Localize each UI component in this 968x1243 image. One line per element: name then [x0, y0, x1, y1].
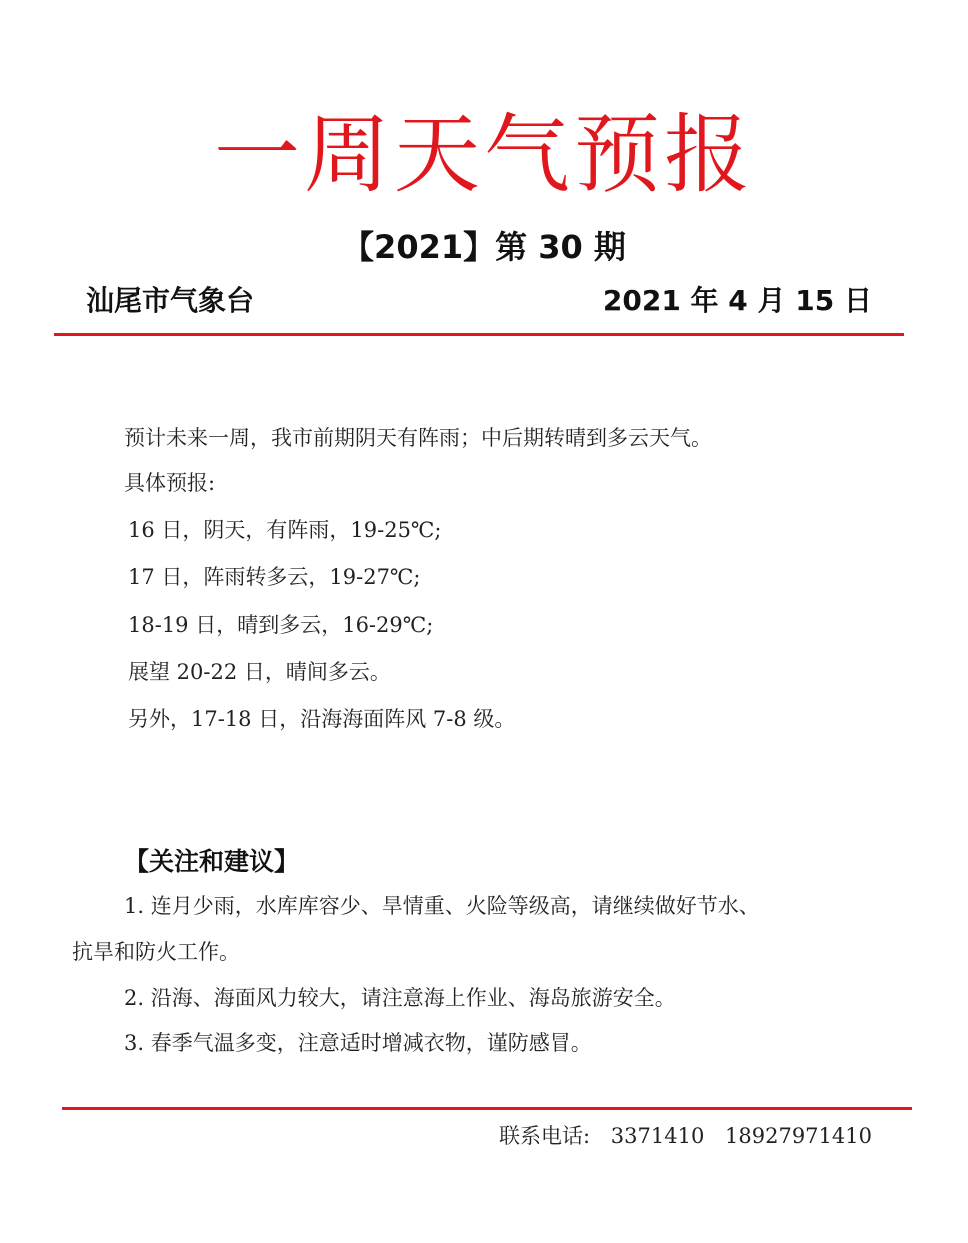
- contact-label: 联系电话:: [499, 1124, 591, 1148]
- forecast-item: 展望 20-22 日，晴间多云。: [128, 660, 391, 684]
- header-divider: [54, 333, 904, 336]
- contact-phone: 3371410: [610, 1124, 705, 1148]
- advice-item-continued: 抗旱和防火工作。: [72, 940, 240, 964]
- forecast-item: 16 日，阴天，有阵雨，19-25℃;: [128, 518, 442, 542]
- forecast-item: 17 日，阵雨转多云，19-27℃;: [128, 565, 421, 589]
- details-label: 具体预报:: [124, 471, 216, 495]
- forecast-summary: 预计未来一周，我市前期阴天有阵雨；中后期转晴到多云天气。: [124, 426, 712, 450]
- forecast-item: 18-19 日，晴到多云，16-29℃;: [128, 613, 434, 637]
- advice-section-title: 【关注和建议】: [124, 847, 300, 876]
- document-title: 一周天气预报: [214, 105, 754, 205]
- advice-item: 1. 连月少雨，水库库容少、旱情重、火险等级高，请继续做好节水、: [124, 894, 760, 918]
- issue-number: 【2021】第 30 期: [342, 228, 626, 266]
- issue-date: 2021 年 4 月 15 日: [602, 284, 872, 317]
- advice-item: 3. 春季气温多变，注意适时增减衣物，谨防感冒。: [124, 1031, 592, 1055]
- issuing-organization: 汕尾市气象台: [86, 284, 255, 317]
- advice-item: 2. 沿海、海面风力较大，请注意海上作业、海岛旅游安全。: [124, 986, 676, 1010]
- footer-divider: [62, 1107, 912, 1110]
- contact-info: [499, 1120, 872, 1150]
- contact-mobile: 18927971410: [725, 1124, 872, 1148]
- forecast-item: 另外，17-18 日，沿海海面阵风 7-8 级。: [128, 707, 516, 731]
